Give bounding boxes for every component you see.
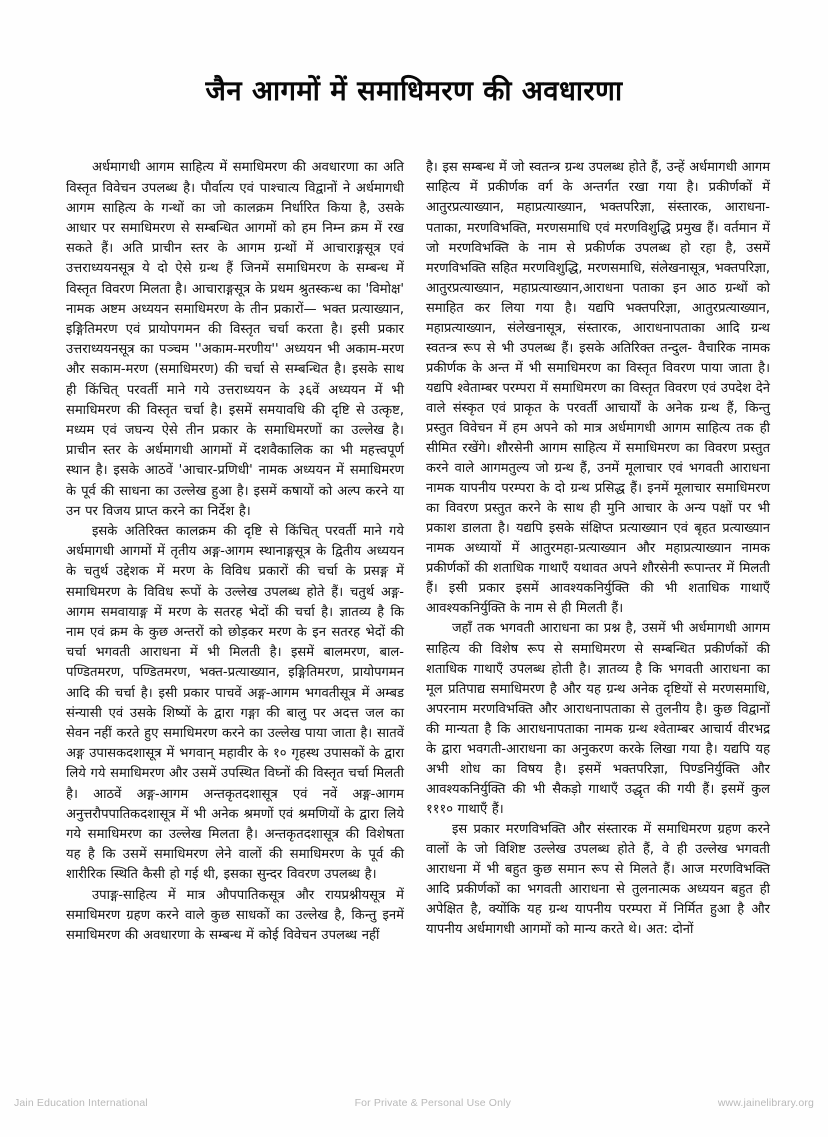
page-footer bbox=[0, 1093, 828, 1113]
paragraph: इस प्रकार मरणविभक्ति और संस्तारक में समाधिमरण ग्रहण करने वालों के जो विशिष्ट उल्लेख उपलब्ध होते हैं, वे ही उल्लेख भगवती आराधना में भी बहुत कुछ समान रूप से मिलते हैं। आज मरणविभक्ति आदि प्रकीर्णकों का भगवती आराधना से तुलनात्मक अध्ययन बहुत ही अपेक्षित है, क्योंकि यह ग्रन्थ यापनीय परम्परा में निर्मित हुआ है और यापनीय अर्धमागधी आगमों को मान्य करते थे। अत: दोनों bbox=[426, 821, 770, 938]
two-column-body bbox=[0, 158, 828, 1137]
page-title: जैन आगमों में समाधिमरण की अवधारणा bbox=[205, 75, 623, 107]
left-column bbox=[66, 158, 404, 946]
footer-website[interactable]: www.jainelibrary.org bbox=[717, 1097, 814, 1109]
paragraph: उपाङ्ग-साहित्य में मात्र औपपातिकसूत्र और रायप्रश्नीयसूत्र में समाधिमरण ग्रहण करने वाले कुछ साधकों का उल्लेख है, किन्तु इनमें समाधिमरण की अवधारणा के सम्बन्ध में कोई विवेचन उपलब्ध नहीं bbox=[66, 887, 404, 944]
paragraph: अर्धमागधी आगम साहित्य में समाधिमरण की अवधारणा का अति विस्तृत विवेचन उपलब्ध है। पौर्वात्य एवं पाश्चात्य विद्वानों ने अर्धमागधी आगम साहित्य के गन्थों का जो कालक्रम निर्धारित किया है, उसके आधार पर समाधिमरण से सम्बन्धित आगमों को हम निम्न क्रम में रख सकते हैं। अति प्राचीन स्तर के आगम ग्रन्थों में आचाराङ्गसूत्र एवं उत्तराध्ययनसूत्र ये दो ऐसे ग्रन्थ हैं जिनमें समाधिमरण के सम्बन्ध में विस्तृत विवरण मिलता है। आचाराङ्गसूत्र के प्रथम श्रुतस्कन्ध का 'विमोक्ष' नामक अष्टम अध्ययन समाधिमरण के तीन प्रकारों— भक्त प्रत्याख्यान, इङ्गितिमरण एवं प्रायोपगमन की विस्तृत चर्चा करता है। इसी प्रकार उत्तराध्ययनसूत्र का पञ्चम ''अकाम-मरणीय'' अध्ययन भी अकाम-मरण और सकाम-मरण (समाधिमरण) की चर्चा से सम्बन्धित है। इसके साथ ही किंचित् परवर्ती माने गये उत्तराध्ययन के ३६वें अध्ययन में भी समाधिमरण की विस्तृत चर्चा है। इसमें समयावधि की दृष्टि से उत्कृष्ट, मध्यम एवं जघन्य ऐसे तीन प्रकार के समाधिमरणों का उल्लेख है। प्राचीन स्तर के अर्धमागधी आगमों में दशवैकालिक का भी महत्त्वपूर्ण स्थान है। इसके आठवें 'आचार-प्रणिधी' नामक अध्ययन में समाधिमरण के पूर्व की साधना का उल्लेख हुआ है। इसमें कषायों को अल्प करने या उन पर विजय प्राप्त करने का निर्देश है। bbox=[66, 160, 404, 519]
footer-publisher: Jain Education International bbox=[14, 1097, 148, 1109]
footer-usage-notice: For Private & Personal Use Only bbox=[354, 1097, 511, 1109]
paragraph: है। इस सम्बन्ध में जो स्वतन्त्र ग्रन्थ उपलब्ध होते हैं, उन्हें अर्धमागधी आगम साहित्य में प्रकीर्णक वर्ग के अन्तर्गत रखा गया है। प्रकीर्णकों में आतुरप्रत्याख्यान, महाप्रत्याख्यान, भक्तपरिज्ञा, संस्तारक, आराधना-पताका, मरणविभक्ति, मरणसमाधि एवं मरणविशुद्धि प्रमुख हैं। वर्तमान में जो मरणविभक्ति के नाम से प्रकीर्णक उपलब्ध हो रहा है, उसमें मरणविभक्ति सहित मरणविशुद्धि, मरणसमाधि, संलेखनासूत्र, भक्तपरिज्ञा, आतुरप्रत्याख्यान, महाप्रत्याख्यान,आराधना पताका इन आठ ग्रन्थों को समाहित कर लिया गया है। यद्यपि भक्तपरिज्ञा, आतुरप्रत्याख्यान, महाप्रत्याख्यान, संलेखनासूत्र, संस्तारक, आराधनापताका आदि ग्रन्थ स्वतन्त्र रूप से भी उपलब्ध हैं। इसके अतिरिक्त तन्दुल- वैचारिक नामक प्रकीर्णक के अन्त में भी समाधिमरण का विस्तृत विवरण पाया जाता है। यद्यपि श्वेताम्बर परम्परा में समाधिमरण का विस्तृत विवरण एवं उपदेश देने वाले संस्कृत एवं प्राकृत के परवर्ती आचार्यों के अनेक ग्रन्थ हैं, किन्तु प्रस्तुत विवेचन में हम अपने को मात्र अर्धमागधी आगम साहित्य तक ही सीमित रखेंगे। शौरसेनी आगम साहित्य में समाधिमरण का विवरण प्रस्तुत करने वाले आगमतुल्य जो ग्रन्थ हैं, उनमें मूलाचार एवं भगवती आराधना नामक यापनीय परम्परा के दो ग्रन्थ प्रसिद्ध हैं। इनमें मूलाचार समाधिमरण का विवरण प्रस्तुत करने के साथ ही मुनि आचार के अन्य पक्षों पर भी प्रकाश डालता है। यद्यपि इसके संक्षिप्त प्रत्याख्यान एवं बृहत प्रत्याख्यान नामक अध्यायों में आतुरमहा-प्रत्याख्यान और महाप्रत्याख्यान नामक प्रकीर्णकों की शताधिक गाथाएँ यथावत अपने शौरसेनी रूपान्तर में मिलती हैं। इसी प्रकार इसमें आवश्यकनिर्युक्ति की भी शताधिक गाथाएँ आवश्यकनिर्युक्ति के नाम से ही मिलती हैं। bbox=[426, 160, 770, 617]
paragraph: इसके अतिरिक्त कालक्रम की दृष्टि से किंचित् परवर्ती माने गये अर्धमागधी आगमों में तृतीय अङ्ग-आगम स्थानाङ्गसूत्र के द्वितीय अध्ययन के चतुर्थ उद्देशक में मरण के विविध प्रकारों की चर्चा के प्रसङ्ग में समाधिमरण के विविध रूपों के उल्लेख उपलब्ध होते हैं। चतुर्थ अङ्ग-आगम समवायाङ्ग में मरण के सतरह भेदों की चर्चा है। ज्ञातव्य है कि नाम एवं क्रम के कुछ अन्तरों को छोड़कर मरण के इन सतरह भेदों की चर्चा भगवती आराधना में भी मिलती है। इसमें बालमरण, बाल- पण्डितमरण, पण्डितमरण, भक्त-प्रत्याख्यान, इङ्गितिमरण, प्रायोपगमन आदि की चर्चा है। इसी प्रकार पाचवें अङ्ग-आगम भगवतीसूत्र में अम्बड संन्यासी एवं उसके शिष्यों के द्वारा गङ्गा की बालु पर अदत्त जल का सेवन नहीं करते हुए समाधिमरण करने का उल्लेख पाया जाता है। सातवें अङ्ग उपासकदशासूत्र में भगवान् महावीर के १० गृहस्थ उपासकों के द्वारा लिये गये समाधिमरण और उसमें उपस्थित विघ्नों की विस्तृत चर्चा मिलती है। आठवें अङ्ग-आगम अन्तकृतदशासूत्र एवं नवें अङ्ग-आगम अनुत्तरौपपातिकदशासूत्र में भी अनेक श्रमणों एवं श्रमणियों के द्वारा लिये गये समाधिमरण का उल्लेख मिलता है। अन्तकृतदशासूत्र की विशेषता यह है कि उसमें समाधिमरण लेने वालों की समाधिमरण के पूर्व की शारीरिक स्थिति कैसी हो गई थी, इसका सुन्दर विवरण उपलब्ध है। bbox=[66, 524, 404, 883]
paragraph: जहाँ तक भगवती आराधना का प्रश्न है, उसमें भी अर्धमागधी आगम साहित्य की विशेष रूप से समाधिमरण से सम्बन्धित प्रकीर्णकों की शताधिक गाथाएँ उपलब्ध होती है। ज्ञातव्य है कि भगवती आराधना का मूल प्रतिपाद्य समाधिमरण है और यह ग्रन्थ अनेक दृष्टियों से मरणसमाधि, अपरनाम मरणविभक्ति और आराधनापताका से तुलनीय है। कुछ विद्वानों की मान्यता है कि आराधनापताका नामक ग्रन्थ श्वेताम्बर आचार्य वीरभद्र के द्वारा भवगती-आराधना का अनुकरण करके लिखा गया है। यद्यपि यह अभी शोध का विषय है। इसमें भक्तपरिज्ञा, पिण्डनिर्युक्ति और आवश्यकनिर्युक्ति की भी सैकड़ो गाथाएँ उद्धृत की गयी हैं। इसमें कुल १११० गाथाएँ हैं। bbox=[426, 621, 770, 817]
right-column bbox=[426, 158, 770, 940]
title-block bbox=[0, 0, 828, 108]
